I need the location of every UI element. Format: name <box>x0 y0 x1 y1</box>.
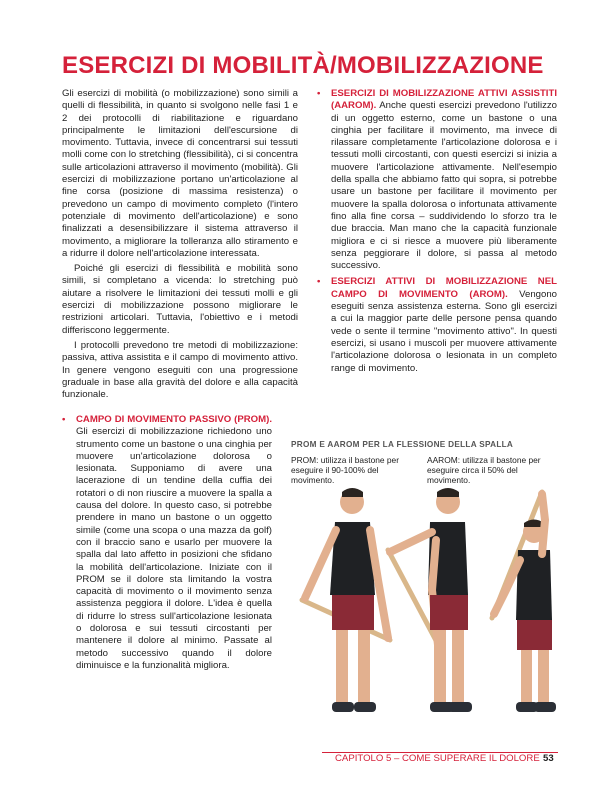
shoe-icon <box>332 702 354 712</box>
shoe-icon <box>534 702 556 712</box>
prom-section <box>62 414 272 676</box>
bullet-icon: • <box>317 88 321 99</box>
bullet-icon: • <box>62 414 66 425</box>
shorts-icon <box>517 620 552 650</box>
aarom-figure-note: AAROM: utilizza il bastone per eseguire circa il 50% del movimento. <box>427 455 541 485</box>
prom-bullet <box>62 414 272 672</box>
figure-caption: PROM E AAROM PER LA FLESSIONE DELLA SPALLA <box>291 440 514 449</box>
protocols-paragraph: I protocolli prevedono tre metodi di mobilizzazione: passiva, attiva assistita e il campo di movimento attivo. In genere vengono eseguiti con una progressione graduale in base alla gravità del dolore e alla capacità funzionale. <box>62 339 298 401</box>
prom-heading: CAMPO DI MOVIMENTO PASSIVO (PROM). <box>76 414 272 425</box>
shorts-icon <box>332 595 374 630</box>
aarom-bullet <box>317 88 557 272</box>
arom-heading: ESERCIZI ATTIVI DI MOBILIZZAZIONE NEL CAMPO DI MOVIMENTO (AROM). <box>331 276 557 300</box>
exercise-illustration <box>280 480 570 730</box>
right-column <box>317 88 557 379</box>
person-aarom <box>492 492 556 712</box>
complement-paragraph: Poiché gli esercizi di flessibilità e mobilità sono simili, si completano a vicenda: lo stretching può aiutare a risolvere le limitazioni dei tessuti molli e gli esercizi di mobilizzazione possono migliorare le restrizioni articolari. Tuttavia, l'obiettivo e i metodi differiscono leggermente. <box>62 263 298 336</box>
aarom-text: Anche questi esercizi prevedono l'utilizzo di un oggetto esterno, come un bastone o una cinghia per facilitare il movimento, ma invece di rilassare completamente l'articolazione dolorosa e i tessuti molli circostanti, con questi esercizi si inizia a muovere l'articolazione attivamente. Nell'esempio della spalla che abbiamo fatto qui sopra, si potrebbe usare un bastone per facilitare il movimento per muovere la spalla dolorosa o infortunata attivamente fino alla fine corsa – suddividendo lo sforzo tra le due braccia. Man mano che la capacità funzionale migliora e ci si riesce a muovere più liberamente senza peggiorare il dolore, si passa al metodo successivo. <box>331 100 557 272</box>
shoe-icon <box>448 702 472 712</box>
bullet-icon: • <box>317 276 321 288</box>
arom-text: Vengono eseguiti senza assistenza esterna. Sono gli esercizi a cui la maggior parte delle persone pensa quando vede o sente il termine "movimento attivo". In questi esercizi, si usano i muscoli per muovere attivamente l'articolazione dolorosa o lesionata in un completo range di movimento. <box>331 288 557 374</box>
page-title: ESERCIZI DI MOBILITÀ/MOBILIZZAZIONE <box>62 52 544 79</box>
chapter-footer: CAPITOLO 5 – COME SUPERARE IL DOLORE <box>335 753 540 764</box>
prom-figure-note: PROM: utilizza il bastone per eseguire il 90-100% del movimento. <box>291 455 399 485</box>
intro-paragraph: Gli esercizi di mobilità (o mobilizzazione) sono simili a quelli di flessibilità, in quanto si svolgono nelle fasi 1 e 2 dei protocolli di riabilitazione e riguardano principalmente le limitazioni dell'escursione di movimento. Tuttavia, invece di concentrarsi sui tessuti molli come con lo stretching (flessibilità), ci si concentra sulle articolazioni attraverso il movimento (mobilità). Gli esercizi di mobilizzazione portano un'articolazione al fine corsa (posizione di massima resistenza) o prevedono un campo di movimento completo (l'intero potenziale di movimento dell'articolazione) e sono finalizzati a desensibilizzare il sistema attraverso il movimento, a migliorare la tolleranza allo stiramento e a ridurre il dolore nell'articolazione interessata. <box>62 88 298 259</box>
page-number: 53 <box>543 753 554 764</box>
aarom-heading: ESERCIZI DI MOBILIZZAZIONE ATTIVI ASSISTITI (AAROM). <box>331 88 557 112</box>
arom-bullet <box>317 276 557 374</box>
left-column <box>62 88 298 404</box>
prom-text: Gli esercizi di mobilizzazione richiedono uno strumento come un bastone o una cinghia per muovere un'articolazione dolorosa o lesionata. Supponiamo di avere una lacerazione di un tendine della cuffia dei rotatori o di non riuscire a muovere la spalla a causa del dolore. In questo caso, si potrebbe prendere in mano un bastone o un oggetto simile (come una scopa o una mazza da golf) con il braccio sano e usarlo per muovere la spalla dal lato affetto in posizioni che sfidano la mobilità dell'articolazione. Iniziate con il PROM se il dolore sta limitando la vostra capacità di movimento o il movimento senza assistenza peggiora il dolore. L'idea è quella di ridurre lo stress sull'articolazione lesionata o dolorosa e sui tessuti circostanti per mantenere il dolore al minimo. Passate al metodo successivo quando il dolore diminuisce e la funzionalità migliora. <box>76 426 272 671</box>
person-prom-side <box>388 488 472 712</box>
person-prom <box>302 488 390 712</box>
shorts-icon <box>430 595 468 630</box>
shoe-icon <box>354 702 376 712</box>
